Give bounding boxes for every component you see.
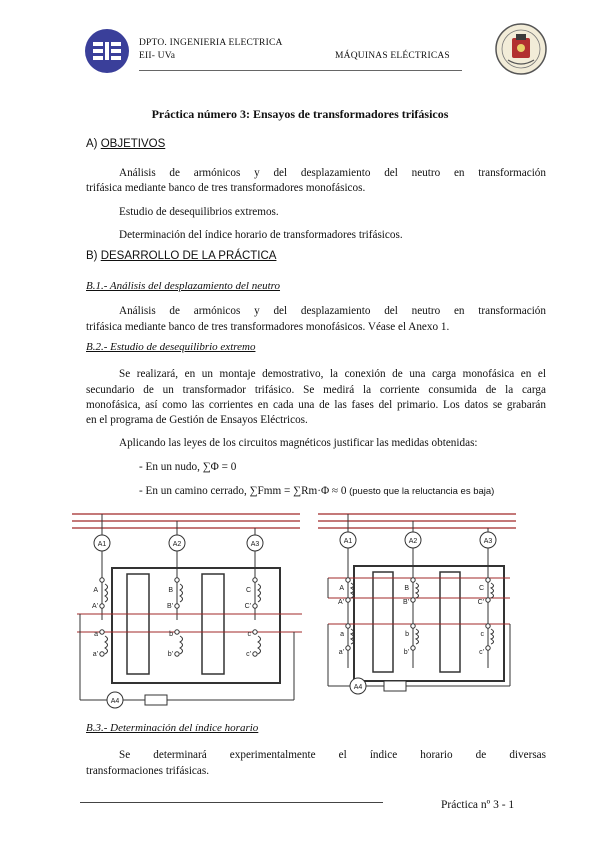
left-term-a: a <box>94 631 98 638</box>
b2-title: B.2.- Estudio de desequilibrio extremo <box>86 341 256 353</box>
header-dept: DPTO. INGENIERIA ELECTRICA <box>139 38 283 48</box>
objective-2: Estudio de desequilibrios extremos. <box>119 206 279 218</box>
right-wiring-diagram <box>318 508 518 733</box>
b1-title: B.1.- Análisis del desplazamiento del neutro <box>86 280 281 292</box>
header-rule <box>139 70 462 71</box>
section-b-prefix: B) <box>86 250 101 262</box>
b2-line3: monofásica, así como las corrientes en cada una de las fases del primario. Los datos se grabarán <box>86 399 546 411</box>
bullet-closed-path-main: - En un camino cerrado, ∑Fmm = ∑Rm·Φ ≈ 0 <box>139 485 347 497</box>
right-ammeter-1: A1 <box>343 538 353 545</box>
footer-rule <box>80 802 383 803</box>
objective-3: Determinación del índice horario de transformadores trifásicos. <box>119 229 403 241</box>
b2-apply: Aplicando las leyes de los circuitos magnéticos justificar las medidas obtenidas: <box>119 437 478 449</box>
right-term-C: C <box>478 585 484 592</box>
bullet-closed-path-note: (puesto que la reluctancia es baja) <box>346 486 495 497</box>
left-wiring-diagram <box>72 508 302 733</box>
left-term-C2: C' <box>244 603 251 610</box>
right-ammeter-2: A2 <box>408 538 418 545</box>
right-term-c2: c' <box>479 649 484 656</box>
right-term-c: c <box>480 631 484 638</box>
right-term-a2: a' <box>338 649 344 656</box>
b3-line1: Se determinará experimentalmente el índice horario de diversas <box>119 749 546 761</box>
university-seal <box>494 22 548 76</box>
left-term-c: c <box>247 631 251 638</box>
left-term-b: b <box>169 631 173 638</box>
left-term-B: B <box>168 587 173 594</box>
bullet-closed-path <box>139 484 494 499</box>
left-load-ammeter: A4 <box>110 698 120 705</box>
b1-line1: Análisis de armónicos y del desplazamiento del neutro en transformación <box>119 305 546 317</box>
objective-1-line2: trifásica mediante banco de tres transformadores monofásicos. <box>86 182 366 194</box>
footer-page-number: Práctica nº 3 - 1 <box>441 799 515 811</box>
right-term-b: b <box>405 631 409 638</box>
left-term-a2: a' <box>92 651 98 658</box>
right-load-ammeter: A4 <box>353 684 363 691</box>
right-term-b2: b' <box>403 649 409 656</box>
left-ammeter-2: A2 <box>172 541 182 548</box>
objective-1-line1: Análisis de armónicos y del desplazamiento del neutro en transformación <box>119 167 546 179</box>
page-title: Práctica número 3: Ensayos de transformadores trifásicos <box>151 107 449 121</box>
right-term-A2: A' <box>337 599 344 606</box>
right-ammeter-3: A3 <box>483 538 493 545</box>
b3-line2: transformaciones trifásicas. <box>86 765 210 777</box>
right-term-C2: C' <box>477 599 484 606</box>
left-ammeter-1: A1 <box>97 541 107 548</box>
left-ammeter-3: A3 <box>250 541 260 548</box>
left-term-B2: B' <box>166 603 173 610</box>
b2-line4: en el programa de Gestión de Ensayos Eléctricos. <box>86 414 308 426</box>
right-term-A: A <box>339 585 344 592</box>
left-term-b2: b' <box>167 651 173 658</box>
b3-title: B.3.- Determinación del índice horario <box>86 722 259 734</box>
section-a-prefix: A) <box>86 138 101 150</box>
left-term-c2: c' <box>246 651 251 658</box>
left-term-A: A <box>93 587 98 594</box>
bullet-node: - En un nudo, ∑Φ = 0 <box>139 461 237 473</box>
b2-line2: secundario de un transformador trifásico. Se medirá la corriente consumida de la carga <box>86 384 546 396</box>
left-term-C: C <box>245 587 251 594</box>
right-term-B: B <box>404 585 409 592</box>
header-subject: MÁQUINAS ELÉCTRICAS <box>335 51 450 61</box>
uva-logo <box>84 28 130 74</box>
section-a-title: OBJETIVOS <box>100 138 166 150</box>
section-b-heading <box>86 250 276 262</box>
right-term-a: a <box>340 631 344 638</box>
b1-line2: trifásica mediante banco de tres transformadores monofásicos. Véase el Anexo 1. <box>86 321 450 333</box>
section-a-heading <box>86 138 165 150</box>
left-term-A2: A' <box>91 603 98 610</box>
b2-line1: Se realizará, en un montaje demostrativo, la conexión de una carga monofásica en el <box>119 368 546 380</box>
section-b-title: DESARROLLO DE LA PRÁCTICA <box>100 250 277 262</box>
header-school: EII- UVa <box>139 51 176 61</box>
right-term-B2: B' <box>402 599 409 606</box>
